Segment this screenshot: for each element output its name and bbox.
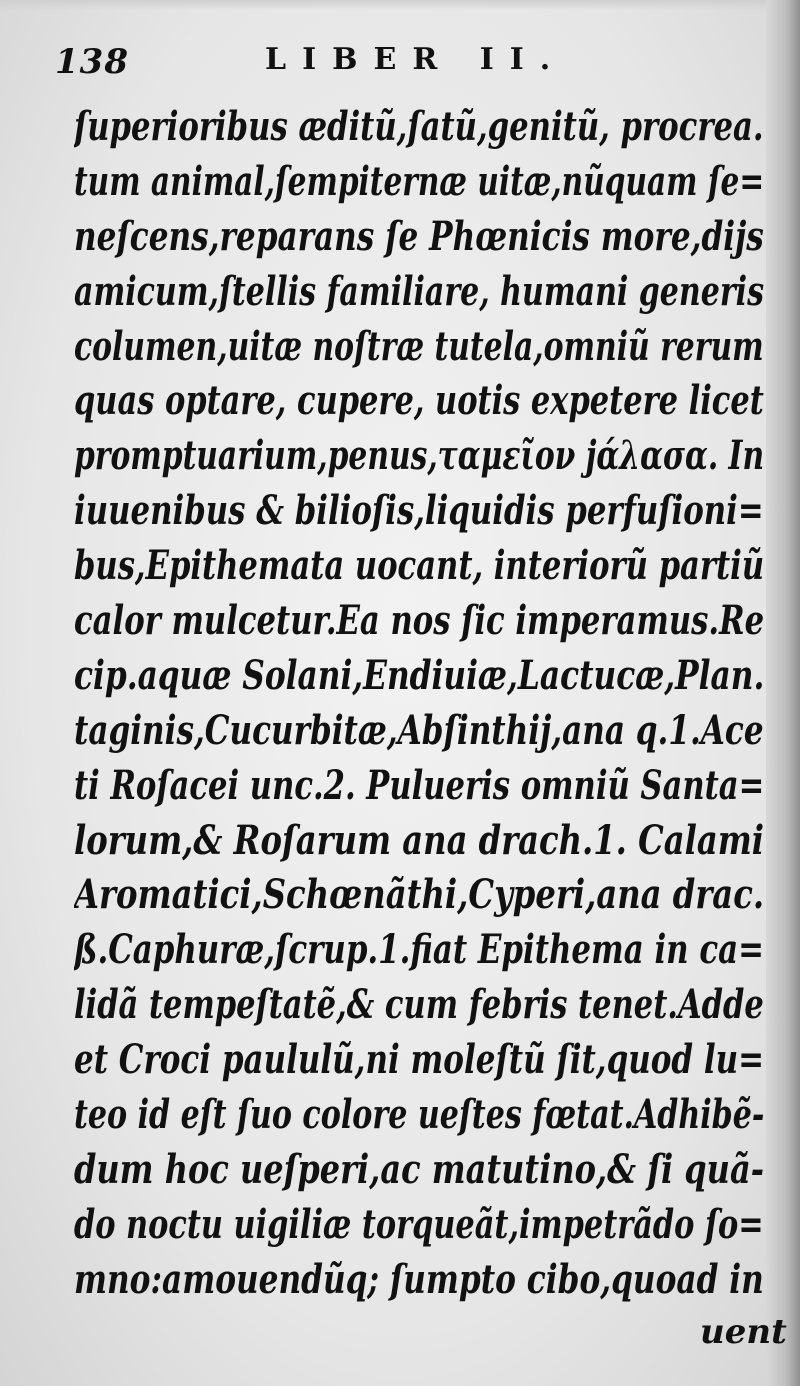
text-line: bus,Epithemata uocant, interiorũ partiũ — [74, 542, 764, 590]
text-line: neſcens,reparans ſe Phœnicis more,dijs — [74, 212, 764, 260]
page-gutter-edge — [766, 0, 800, 1386]
running-head: LIBER II. — [265, 42, 567, 77]
text-line: tum animal,ſempiternæ uitæ,nũquam ſe= — [74, 157, 764, 205]
text-line: amicum,ſtellis familiare, humani generis — [74, 267, 764, 315]
text-line: ſuperioribus æditũ,ſatũ,genitũ, procrea. — [74, 103, 764, 150]
page-header — [55, 42, 575, 92]
text-line: quas optare, cupere, uotis expetere licet — [74, 377, 764, 425]
body-text — [74, 100, 764, 1308]
page-number: 138 — [55, 42, 129, 82]
page-top-shadow — [0, 0, 800, 10]
text-line: taginis,Cucurbitæ,Abſinthij,ana q.1.Ace — [74, 706, 764, 754]
text-line: promptuarium,penus,ταμεῖον ϳάλασα. In — [74, 432, 764, 480]
text-line: iuuenibus & bilioſis,liquidis perfuſioni= — [74, 487, 764, 535]
text-line: cip.aquæ Solani,Endiuiæ,Lactucæ,Plan. — [74, 651, 764, 699]
text-line: do noctu uigiliæ torqueãt,impetrãdo ſo= — [74, 1200, 764, 1248]
catchword: uent — [700, 1312, 787, 1352]
text-line: lidã tempeſtatẽ,& cum febris tenet.Adde — [74, 981, 764, 1029]
text-line: et Croci paululũ,ni moleſtũ ſit,quod lu= — [74, 1036, 764, 1084]
text-line: mno:amouendũq; ſumpto cibo,quoad in — [74, 1255, 764, 1303]
text-line: lorum,& Roſarum ana drach.1. Calami — [74, 816, 764, 864]
text-line: ß.Caphuræ,ſcrup.1.fiat Epithema in ca= — [74, 926, 764, 974]
text-line: dum hoc ueſperi,ac matutino,& ſi quã- — [74, 1145, 764, 1193]
text-line: columen,uitæ noſtræ tutela,omniũ rerum — [74, 322, 764, 370]
text-line: teo id eſt ſuo colore ueſtes fœtat.Adhibẽ- — [74, 1091, 764, 1139]
text-line: Aromatici,Schœnãthi,Cyperi,ana drac. — [74, 871, 764, 919]
text-line: ti Roſacei unc.2. Pulueris omniũ Santa= — [74, 761, 764, 809]
text-line: calor mulcetur.Ea nos ſic imperamus.Re — [74, 597, 764, 645]
